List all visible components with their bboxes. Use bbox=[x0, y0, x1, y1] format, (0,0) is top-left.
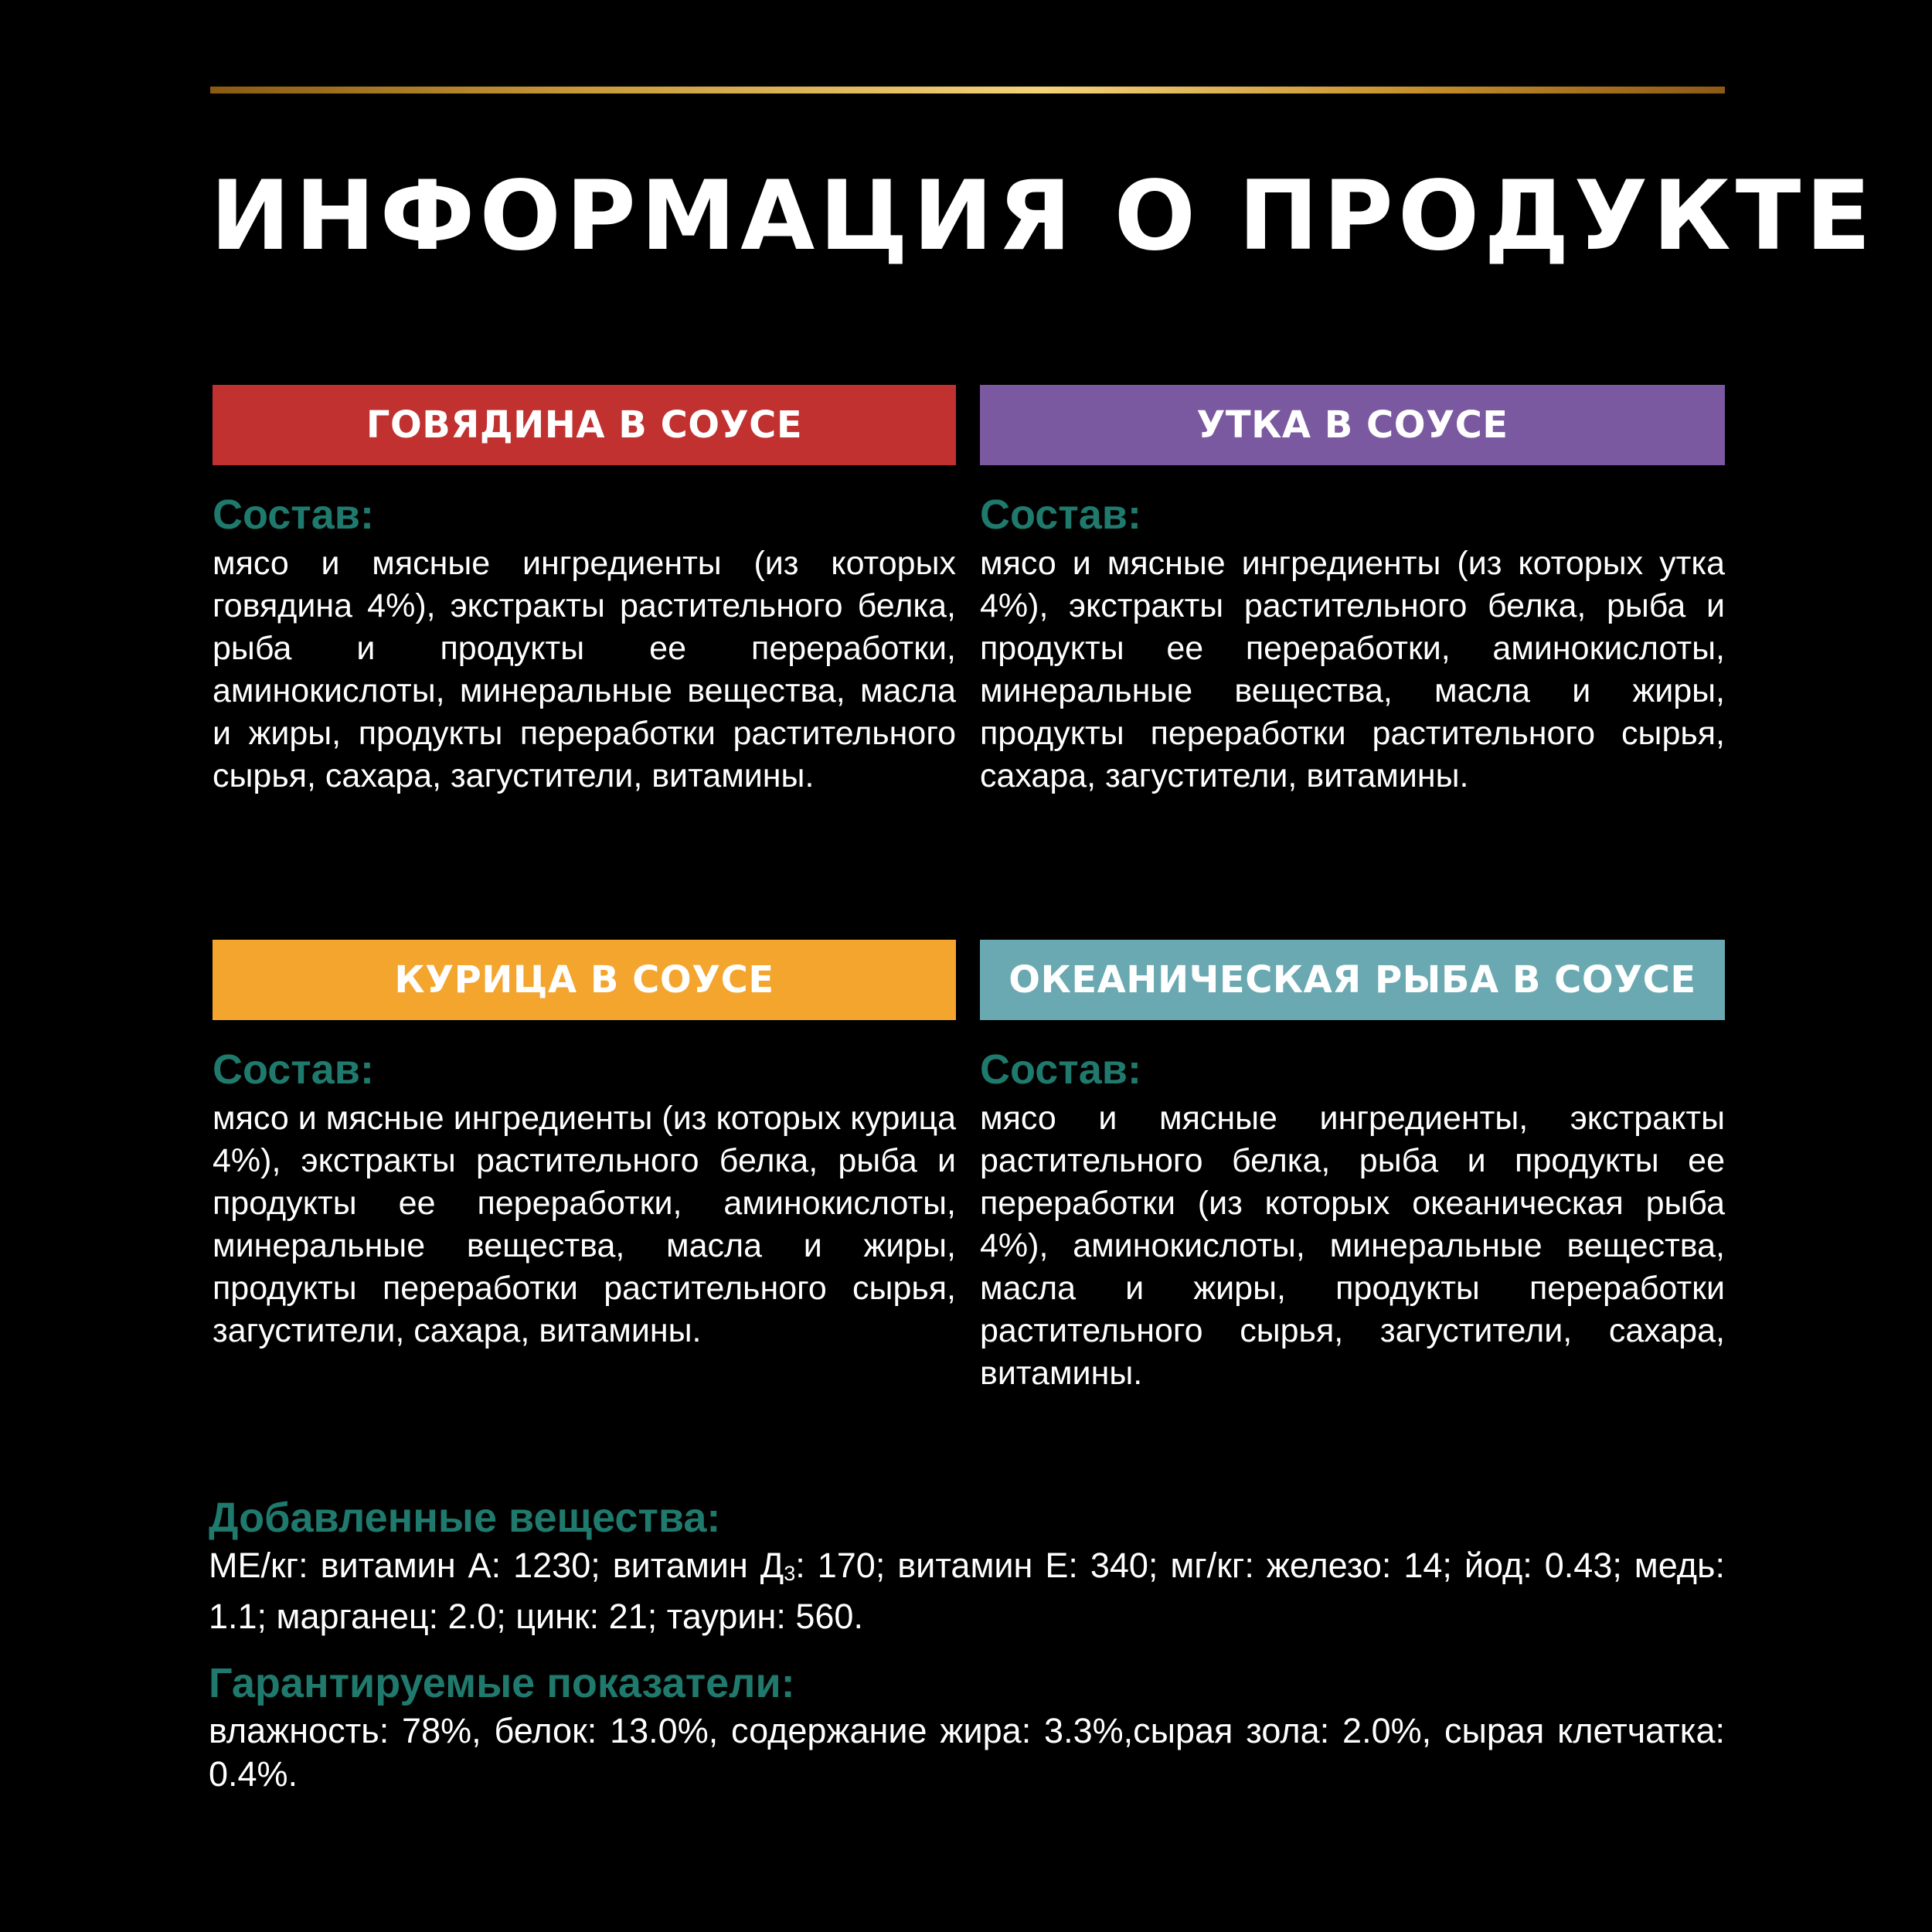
product-card-fish bbox=[980, 940, 1725, 1395]
product-header-chicken: КУРИЦА В СОУСЕ bbox=[213, 940, 956, 1020]
composition-label: Состав: bbox=[213, 1046, 374, 1093]
composition-label: Состав: bbox=[980, 1046, 1141, 1093]
additives-text-part1: МЕ/кг: витамин А: 1230; витамин Д bbox=[209, 1546, 784, 1585]
product-card-duck bbox=[980, 385, 1725, 798]
guaranteed-label: Гарантируемые показатели: bbox=[209, 1660, 795, 1706]
composition-text: мясо и мясные ингредиенты, экстракты растительного белка, рыба и продукты ее переработки (из которых океаническая рыба 4%), аминокислоты, минеральные вещества, масла и жиры, продукты переработки растительного сырья, загустители, сахара, витамины. bbox=[980, 1100, 1725, 1392]
composition-label: Состав: bbox=[980, 492, 1141, 538]
gold-divider bbox=[210, 87, 1725, 94]
product-header-beef: ГОВЯДИНА В СОУСЕ bbox=[213, 385, 956, 465]
product-header-fish: ОКЕАНИЧЕСКАЯ РЫБА В СОУСЕ bbox=[980, 940, 1725, 1020]
additives-subscript: 3 bbox=[784, 1562, 796, 1586]
composition-label: Состав: bbox=[213, 492, 374, 538]
guaranteed-text: влажность: 78%, белок: 13.0%, содержание жира: 3.3%,сырая зола: 2.0%, сырая клетчатка: 0.4%. bbox=[209, 1711, 1725, 1794]
product-header-duck: УТКА В СОУСЕ bbox=[980, 385, 1725, 465]
additives-label: Добавленные вещества: bbox=[209, 1495, 721, 1541]
additives-section bbox=[209, 1493, 1725, 1638]
product-card-chicken bbox=[213, 940, 956, 1352]
composition-text: мясо и мясные ингредиенты (из которых курица 4%), экстракты растительного белка, рыба и продукты ее переработки, аминокислоты, минеральные вещества, масла и жиры, продукты переработки растительного сырья, загустители, сахара, витамины. bbox=[213, 1100, 956, 1349]
product-card-beef bbox=[213, 385, 956, 798]
composition-text: мясо и мясные ингредиенты (из которых говядина 4%), экстракты растительного белка, рыба и продукты ее переработки, аминокислоты, минеральные вещества, масла и жиры, продукты переработки растительного сырья, сахара, загустители, витамины. bbox=[213, 545, 956, 794]
additives-text-part2: : 170; витамин Е: 340; мг/кг: железо: 14; йод: 0.43; медь: 1.1; марганец: 2.0; цинк: 21; таурин: 560. bbox=[209, 1546, 1725, 1637]
composition-text: мясо и мясные ингредиенты (из которых утка 4%), экстракты растительного белка, рыба и продукты ее переработки, аминокислоты, минеральные вещества, масла и жиры, продукты переработки растительного сырья, сахара, загустители, витамины. bbox=[980, 545, 1725, 794]
guaranteed-section bbox=[209, 1658, 1725, 1796]
page-title: ИНФОРМАЦИЯ О ПРОДУКТЕ bbox=[210, 161, 1876, 272]
additives-text bbox=[209, 1544, 1725, 1638]
